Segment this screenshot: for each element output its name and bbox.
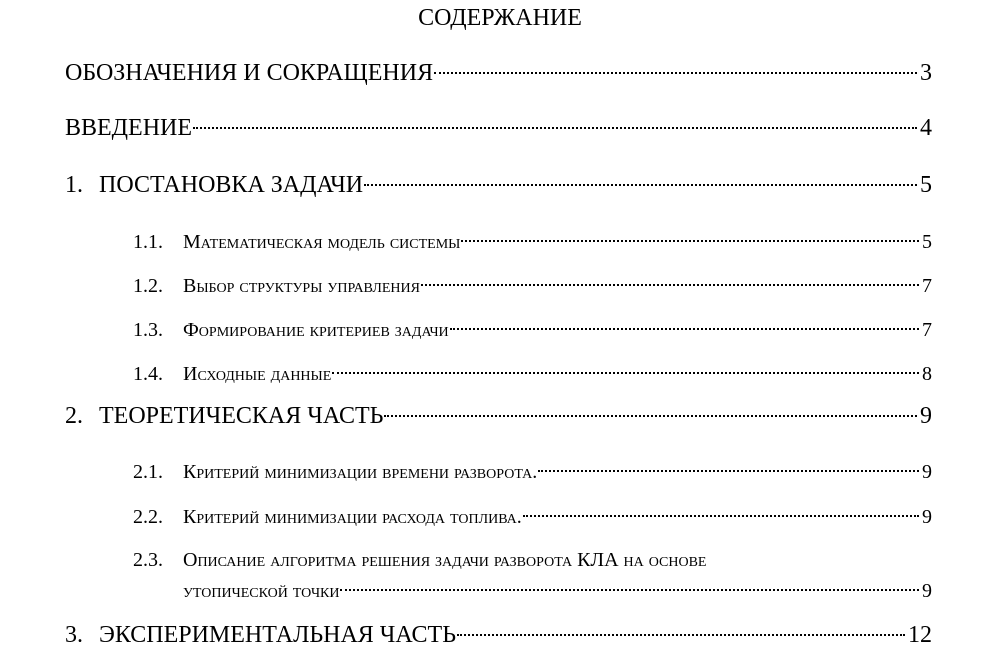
- dot-leader: [523, 515, 919, 517]
- toc-entry-number: 1.1.: [133, 231, 163, 253]
- toc-entry-label: ОБОЗНАЧЕНИЯ И СОКРАЩЕНИЯ: [65, 60, 434, 86]
- toc-entry-page: 9: [922, 461, 932, 483]
- toc-entry-label: ЭКСПЕРИМЕНТАЛЬНАЯ ЧАСТЬ: [99, 622, 456, 648]
- dot-leader: [384, 415, 917, 417]
- toc-entry-label: ПОСТАНОВКА ЗАДАЧИ: [99, 172, 364, 198]
- toc-entry-page: 7: [922, 319, 932, 341]
- toc-entry-page: 9: [920, 403, 932, 429]
- toc-entry-number: 2.3.: [133, 549, 163, 571]
- toc-entry-label: Математическая модель системы: [183, 231, 461, 253]
- dot-leader: [193, 127, 917, 129]
- toc-entry-page: 9: [922, 506, 932, 528]
- toc-entry-introduction: [65, 113, 932, 143]
- toc-entry-page: 7: [922, 275, 932, 297]
- toc-entry-page: 9: [922, 580, 932, 602]
- toc-entry-section-2-2: [133, 503, 932, 531]
- toc-entry-page: 4: [920, 115, 932, 141]
- toc-entry-number: 2.1.: [133, 461, 163, 483]
- toc-entry-label-line1: Описание алгоритма решения задачи разворота КЛА на основе: [183, 549, 707, 571]
- dot-leader: [434, 72, 917, 74]
- toc-entry-number: 1.: [65, 172, 83, 198]
- dot-leader: [457, 634, 905, 636]
- toc-entry-number: 3.: [65, 622, 83, 648]
- toc-entry-label: Критерий минимизации расхода топлива.: [183, 506, 522, 528]
- toc-entry-label: ВВЕДЕНИЕ: [65, 115, 193, 141]
- dot-leader: [340, 589, 919, 591]
- toc-entry-number: 1.2.: [133, 275, 163, 297]
- dot-leader: [364, 184, 917, 186]
- toc-entry-page: 3: [920, 60, 932, 86]
- toc-entry-section-2-1: [133, 458, 932, 486]
- toc-entry-section-1-1: [133, 228, 932, 256]
- toc-entry-label: Выбор структуры управления: [183, 275, 420, 297]
- toc-entry-label: Исходные данные: [183, 363, 332, 385]
- dot-leader: [450, 328, 919, 330]
- toc-entry-section-3: [65, 620, 932, 650]
- toc-entry-page: 12: [908, 622, 932, 648]
- toc-entry-number: 1.4.: [133, 363, 163, 385]
- toc-entry-section-1-2: [133, 272, 932, 300]
- toc-entry-label: Формирование критериев задачи: [183, 319, 449, 341]
- toc-entry-abbreviations: [65, 58, 932, 88]
- toc-entry-number: 2.2.: [133, 506, 163, 528]
- toc-entry-label: утопической точки: [183, 580, 340, 602]
- dot-leader: [421, 284, 919, 286]
- toc-entry-page: 8: [922, 363, 932, 385]
- toc-entry-label: ТЕОРЕТИЧЕСКАЯ ЧАСТЬ: [99, 403, 384, 429]
- toc-entry-section-1-4: [133, 360, 932, 388]
- toc-entry-label: Критерий минимизации времени разворота.: [183, 461, 538, 483]
- toc-entry-page: 5: [922, 231, 932, 253]
- toc-entry-page: 5: [920, 172, 932, 198]
- dot-leader: [461, 240, 919, 242]
- toc-entry-section-1: [65, 170, 932, 200]
- toc-entry-label-line2-row: [183, 577, 932, 605]
- toc-entry-number: 1.3.: [133, 319, 163, 341]
- toc-entry-section-1-3: [133, 316, 932, 344]
- page-title: СОДЕРЖАНИЕ: [418, 5, 582, 31]
- toc-entry-section-2: [65, 401, 932, 431]
- dot-leader: [332, 372, 919, 374]
- toc-entry-number: 2.: [65, 403, 83, 429]
- dot-leader: [538, 470, 919, 472]
